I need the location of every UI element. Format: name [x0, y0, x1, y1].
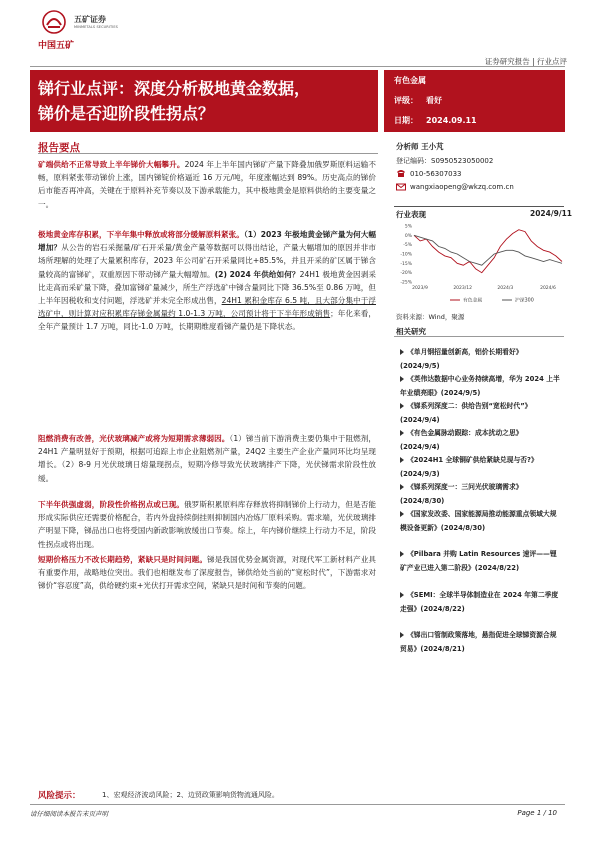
series-line	[414, 230, 562, 273]
bullet-icon	[400, 484, 404, 490]
paragraph-3	[38, 432, 376, 485]
minmetals-logo-icon	[42, 10, 66, 34]
related-item[interactable]	[400, 373, 562, 400]
email-icon	[396, 182, 406, 192]
chart-date: 2024/9/11	[530, 209, 573, 218]
p3-text: （1）锑当前下游消费主要仍集中于阻燃剂，24H1 产量明显好于预期，根据可追踪上市企业阻燃剂产量，24Q2 主要生产企业产量同环比均呈现增长。（2）8-9 月光伏玻璃日熔量现拐点，短期冷修导致光伏玻璃排产下降，光伏锑需求阶段性放缓。	[38, 434, 377, 483]
title-line-1: 锑行业点评：深度分析极地黄金数据，	[38, 79, 311, 98]
y-tick-label: 5%	[404, 224, 412, 230]
related-item-text: 《SEMI：全球半导体制造业在 2024 年第二季度走强》(2024/8/22)	[400, 591, 559, 613]
paragraph-4	[38, 498, 376, 551]
sector-label: 有色金属	[394, 76, 426, 85]
related-item[interactable]	[400, 346, 562, 373]
p2-bold-2: (2) 2024 年供给如何？	[214, 269, 300, 279]
related-item-text: 《国家发改委、国家能源局推动能源重点领域大规模设备更新》(2024/8/30)	[400, 510, 557, 532]
p2-text-1: 从公告的岩石采掘量/矿石开采量/黄金产量等数据可以得出结论，产量大幅增加的原因并非市场所理解的处理了大量累积库存，2023 年公司矿石开采量同比+85.5%，并且开采的矿区属于锑含量较高的富锑矿，双重原因下带动锑产量大幅增加。	[38, 243, 376, 279]
related-item-text: 《Pilbara 并购 Latin Resources 速评——锂矿产业已进入第二阶段》(2024/8/22)	[400, 550, 557, 572]
page-title	[38, 76, 374, 126]
doc-type: 证券研究报告 | 行业点评	[484, 57, 567, 66]
y-tick-label: 0%	[404, 233, 412, 239]
y-axis-labels	[400, 224, 412, 286]
bullet-icon	[400, 592, 404, 598]
chart-top-rule	[394, 206, 564, 207]
p5-text: 锑是我国优势金属资源，对现代军工新材料产业具有重要作用，战略地位突出。我们也相继发布了深度报告，锑供给处当前的“宽松时代”，下游需求对锑价“容忍度”高，供给硬约束+光伏打开需求空间，紧缺只是时间和节奏的问题。	[38, 555, 376, 591]
risk-text: 1、宏观经济波动风险；2、边贸政策影响货物流通风险。	[102, 791, 279, 799]
analyst-phone: 010-56307033	[410, 170, 462, 178]
p1-text: 2024 年上半年国内锑矿产量下降叠加俄罗斯原料运输不畅，原料紧张带动锑价上涨，国内锑锭价格逼近 16 万元/吨，年度涨幅达到 89%。历史高点的锑价后市能否再冲高，关键在于原料补充节奏以及下游承载能力，其中极地黄金是原料供给的主要变量之一。	[38, 160, 376, 209]
bullet-icon	[400, 403, 404, 409]
footer-disclaimer: 请仔细阅读本报告末页声明	[30, 810, 108, 818]
related-item[interactable]	[400, 454, 562, 481]
related-item[interactable]	[400, 508, 562, 535]
y-tick-label: -25%	[400, 280, 412, 286]
related-item-text: 《锑出口管制政策落地，悬指促进全球锑资源合规贸易》(2024/8/21)	[400, 631, 557, 653]
p3-highlight: 阻燃消费有改善，光伏玻璃减产或将为短期需求薄弱因。	[38, 434, 230, 443]
risk-label: 风险提示：	[38, 791, 81, 801]
paragraph-2	[38, 228, 376, 334]
bullet-icon	[400, 430, 404, 436]
brand-logo	[30, 6, 140, 56]
related-item-text: 《锑系列深度一：三问光伏玻璃需求》(2024/8/30)	[400, 483, 523, 505]
x-tick-label: 2023/9	[412, 286, 428, 291]
related-item-text: 《英伟达数据中心业务持续高增，华为 2024 上半年业绩亮眼》(2024/9/5)	[400, 375, 560, 397]
footer-divider	[30, 804, 565, 805]
related-item[interactable]	[400, 481, 562, 508]
x-tick-label: 2023/12	[453, 286, 473, 291]
p1-highlight: 矿端供给不正常导致上半年锑价大幅攀升。	[38, 160, 185, 169]
p4-text: 俄罗斯积累原料库存释放将抑制锑价上行动力，但是否能形成实际供应还需要价格配合，若内外盘持续倒挂则抑制国内冶炼厂原料采购。需求端，光伏玻璃排产明显下降，锑品出口也将受国内新政影响放缓出口节奏。综上，年内锑价继续上行动力不足，阶段性拐点或将出现。	[38, 500, 377, 549]
legend-label: 沪深300	[515, 298, 534, 304]
date-value: 2024.09.11	[426, 116, 477, 125]
x-tick-label: 2024/6	[540, 286, 556, 291]
x-tick-label: 2024/3	[497, 286, 514, 291]
related-item-text: 《有色金属脉动跟踪：成本扰动之思》(2024/9/4)	[400, 429, 523, 451]
related-item[interactable]	[400, 589, 562, 616]
chart-series	[414, 230, 562, 273]
date-row	[394, 115, 477, 126]
bullet-icon	[400, 349, 404, 355]
page-number: Page 1 / 10	[517, 809, 557, 817]
rating-label: 评级：	[394, 96, 418, 105]
related-divider	[394, 336, 564, 337]
p4-highlight: 下半年供强虚弱，阶段性价格拐点或已现。	[38, 500, 184, 509]
p2-underline: 24H1 累积金库存 6.5 吨，且大部分集中于浮选矿中，则计算对应积累库存锑金属量约 1.0-1.3 万吨，公司预计将于下半年形成销售	[38, 296, 376, 319]
bullet-icon	[400, 511, 404, 517]
p2-bold-1: （1）2023 年极地黄金锑产量为何大幅增加？	[38, 230, 376, 253]
related-item[interactable]	[400, 427, 562, 454]
brand-name: 中国五矿	[38, 41, 75, 51]
header-divider	[30, 66, 565, 67]
p2-text-3: ；年化来看，全年产量预计 1.7 万吨，同比-1.0 万吨，长期期维度看锑产量仍是下降状态。	[38, 309, 377, 332]
y-tick-label: -10%	[400, 252, 412, 258]
x-axis-labels	[412, 285, 556, 291]
brand-cn: 五矿证券	[74, 15, 106, 24]
paragraph-5	[38, 553, 376, 593]
p2-text-2: 24H1 极地黄金因剥采比走高而采矿量下降，叠加富锑矿量减少，所生产浮选矿中锑含量同比下降 36.5%至 0.86 万吨，但上半年因税收和支付问题，浮选矿并未完全形成出售，	[38, 269, 376, 306]
title-banner	[30, 70, 378, 132]
bullet-icon	[400, 551, 404, 557]
chart-title: 行业表现	[396, 210, 426, 219]
phone-icon	[396, 168, 406, 178]
legend-label: 有色金属	[463, 298, 483, 304]
bullet-icon	[400, 632, 404, 638]
bullet-icon	[400, 376, 404, 382]
related-title: 相关研究	[396, 327, 426, 336]
related-item[interactable]	[400, 400, 562, 427]
analyst-email: wangxiaopeng@wkzq.com.cn	[410, 183, 514, 191]
related-item[interactable]	[400, 548, 562, 575]
rating-row	[394, 95, 442, 106]
p5-highlight: 短期价格压力不改长期趋势，紧缺只是时间问题。	[38, 555, 208, 564]
chart-source: 资料来源：Wind，聚源	[396, 313, 465, 321]
rating-box	[384, 70, 565, 132]
related-item-text: 《锑系列深度二：供给告别“宽松时代”》(2024/9/4)	[400, 402, 532, 424]
p2-highlight: 极地黄金库存积累，下半年集中释放或将部分缓解原料紧张。	[38, 230, 244, 239]
title-line-2: 锑价是否迎阶段性拐点？	[38, 104, 215, 123]
analyst-name: 分析师 王小芃	[396, 142, 444, 151]
related-item-text: 《单月钢招量创新高，铝价长期看好》(2024/9/5)	[400, 348, 523, 370]
y-tick-label: -5%	[403, 243, 412, 249]
paragraph-1	[38, 158, 376, 211]
date-label: 日期：	[394, 116, 418, 125]
summary-heading: 报告要点	[38, 142, 80, 154]
brand-en: MINMETALS SECURITIES	[74, 25, 118, 29]
y-tick-label: -20%	[400, 271, 412, 277]
bullet-icon	[400, 457, 404, 463]
risk-box	[30, 786, 565, 804]
y-tick-label: -15%	[400, 261, 412, 267]
summary-divider	[38, 153, 378, 154]
related-item-text: 《2024H1 全球铜矿供给紧缺兑现与否?》(2024/9/3)	[400, 456, 538, 478]
chart-legend	[450, 297, 534, 304]
analyst-cert: 登记编码：S0950523050002	[396, 157, 494, 165]
rating-value: 看好	[426, 96, 442, 105]
industry-performance-chart	[392, 220, 567, 308]
related-item[interactable]	[400, 629, 562, 656]
